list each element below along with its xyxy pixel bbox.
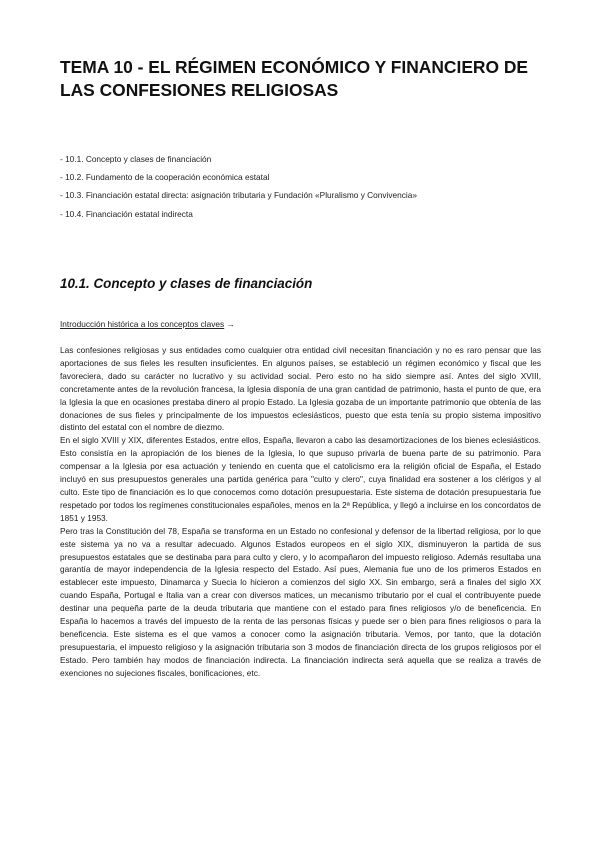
paragraph: Las confesiones religiosas y sus entidades como cualquier otra entidad civil necesitan financiación y no es raro pensar que las aportaciones de sus fieles les resulten insuficientes. En algunos países, se estableció un régimen económico y fiscal que les favoreciera, dado su carácter no lucrativo y su actividad social. Pero esto no ha sido siempre así. Antes del siglo XVIII, concretamente antes de la revolución francesa, la Iglesia disponía de una gran cantidad de patrimonio, hasta el punto de que, era la Iglesia la que en ocasiones prestaba dinero al propio Estado. La Iglesia gozaba de un importante patrimonio que obtenía de las donaciones de sus fieles y principalmente de los impuestos eclesiásticos, puesto que esta tenía su propio sistema impositivo distinto del estatal con el nombre de diezmo. xyxy=(60,345,541,433)
toc-item[interactable]: - 10.2. Fundamento de la cooperación económica estatal xyxy=(60,172,270,183)
toc-item[interactable]: - 10.1. Concepto y clases de financiación xyxy=(60,154,212,164)
document-title: TEMA 10 - EL RÉGIMEN ECONÓMICO Y FINANCIERO DE LAS CONFESIONES RELIGIOSAS xyxy=(60,57,528,100)
body-text xyxy=(60,344,541,680)
intro-link-label[interactable]: Introducción histórica a los conceptos claves xyxy=(60,319,225,329)
paragraph: En el siglo XVIII y XIX, diferentes Estados, entre ellos, España, llevaron a cabo las desamortizaciones de los bienes eclesiásticos. Esto consistía en la apropiación de los bienes de la Iglesia, lo que supuso privarla de buena parte de su patrimonio. Para compensar a la Iglesia por esa actuación y teniendo en cuenta que el catolicismo era la religión oficial de España, el Estado incluyó en sus presupuestos generales una partida genérica para "culto y clero", cuya finalidad era sostener a los clérigos y al culto. Este tipo de financiación es lo que conocemos como dotación presupuestaria. Este sistema de dotación presupuestaria fue respetado por todos los regímenes constitucionales españoles, menos en la 2ª República, y llegó a incluirse en los concordatos de 1851 y 1953. xyxy=(60,435,541,523)
section-heading: 10.1. Concepto y clases de financiación xyxy=(60,276,313,291)
toc-item[interactable]: - 10.4. Financiación estatal indirecta xyxy=(60,208,193,219)
intro-history-link[interactable] xyxy=(60,318,235,330)
arrow-right-icon: → xyxy=(224,319,235,329)
table-of-contents xyxy=(60,150,560,223)
paragraph: Pero tras la Constitución del 78, España se transforma en un Estado no confesional y defensor de la libertad religiosa, por lo que este sistema ya no va a resultar adecuado. Algunos Estados europeos en el siglo XIX, disminuyeron la partida de sus presupuestos estatales que se destinaba para para culto y clero, y lo acompañaron del impuesto religioso. Además resultaba una garantía de mayor independencia de la Iglesia respecto del Estado. Así pues, Alemania fue uno de los primeros Estados en establecer este impuesto, Dinamarca y Suecia lo hicieron a comienzos del siglo XX. Sin embargo, será a finales del siglo XX cuando España, Portugal e Italia van a crear con diversos matices, un mecanismo tributario por el cual el contribuyente puede destinar una pequeña parte de la deuda tributaria que mantiene con el estado para fines religiosos y/o de beneficencia. En España lo hacemos a través del impuesto de la renta de las personas físicas y puede ser o bien para fines religiosos o para la beneficencia. Este sistema es el que vamos a conocer como la asignación tributaria. Vemos, por tanto, que la dotación presupuestaria, el impuesto religioso y la asignación tributaria son 3 modos de financiación directa de los grupos religiosos por el Estado. Pero también hay modos de financiación indirecta. La financiación indirecta será aquella que se realiza a través de exenciones no sujeciones fiscales, bonificaciones, etc. xyxy=(60,525,541,678)
toc-item[interactable]: - 10.3. Financiación estatal directa: asignación tributaria y Fundación «Pluralismo y Convivencia» xyxy=(60,190,417,201)
